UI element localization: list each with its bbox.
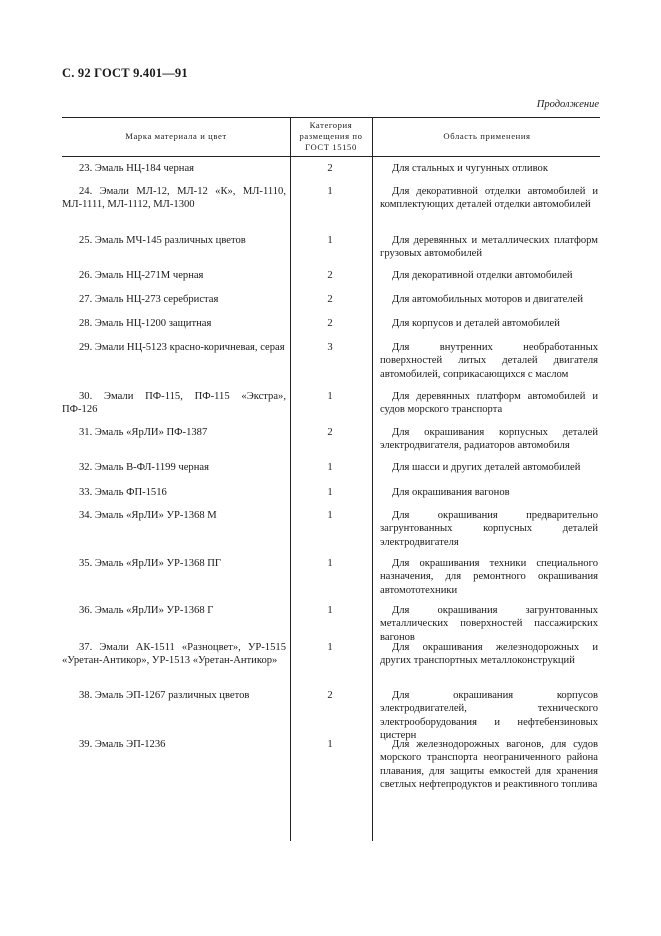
placement-category: 2 bbox=[327, 163, 333, 174]
material-name: 28. Эмаль НЦ-1200 защитная bbox=[79, 318, 212, 329]
material-name: 24. Эмали МЛ-12, МЛ-12 «К», МЛ-1110, МЛ-1111, МЛ-1112, МЛ-1300 bbox=[62, 186, 286, 211]
placement-category: 2 bbox=[327, 270, 333, 281]
placement-category: 1 bbox=[327, 487, 333, 498]
placement-category: 1 bbox=[327, 462, 333, 473]
application-area: Для окрашивания железнодорожных и других транспортных металлоконструкций bbox=[380, 642, 598, 667]
column-header-material: Марка материала и цвет bbox=[125, 131, 227, 141]
material-name: 34. Эмаль «ЯрЛИ» УР-1368 М bbox=[79, 510, 217, 521]
placement-category: 1 bbox=[327, 235, 333, 246]
material-name: 37. Эмали АК-1511 «Разноцвет», УР-1515 «Уретан-Антикор», УР-1513 «Уретан-Антикор» bbox=[62, 642, 286, 667]
application-area: Для окрашивания загрунтованных металлических поверхностей пассажирских вагонов bbox=[380, 605, 598, 643]
placement-category: 1 bbox=[327, 558, 333, 569]
material-name: 36. Эмаль «ЯрЛИ» УР-1368 Г bbox=[79, 605, 214, 616]
page-header: С. 92 ГОСТ 9.401—91 bbox=[62, 66, 188, 80]
column-divider-right bbox=[372, 117, 373, 841]
application-area: Для деревянных и металлических платформ грузовых автомобилей bbox=[380, 235, 598, 260]
placement-category: 1 bbox=[327, 510, 333, 521]
material-name: 26. Эмаль НЦ-271М черная bbox=[79, 270, 204, 281]
column-header-area: Область применения bbox=[443, 131, 531, 141]
placement-category: 1 bbox=[327, 739, 333, 750]
application-area: Для автомобильных моторов и двигателей bbox=[392, 294, 584, 305]
column-header-category: Категория размещения по ГОСТ 15150 bbox=[299, 120, 363, 152]
application-area: Для окрашивания вагонов bbox=[392, 487, 510, 498]
material-name: 32. Эмаль В-ФЛ-1199 черная bbox=[79, 462, 209, 473]
application-area: Для окрашивания корпусных деталей электродвигателя, радиаторов автомобиля bbox=[380, 427, 598, 452]
material-name: 23. Эмаль НЦ-184 черная bbox=[79, 163, 195, 174]
placement-category: 2 bbox=[327, 294, 333, 305]
placement-category: 1 bbox=[327, 642, 333, 653]
material-name: 31. Эмаль «ЯрЛИ» ПФ-1387 bbox=[79, 427, 208, 438]
material-name: 39. Эмаль ЭП-1236 bbox=[79, 739, 166, 750]
application-area: Для декоративной отделки автомобилей и комплектующих деталей отделки автомобилей bbox=[380, 186, 598, 211]
application-area: Для деревянных платформ автомобилей и судов морского транспорта bbox=[380, 391, 598, 416]
table-header-rule bbox=[62, 156, 600, 157]
material-name: 27. Эмаль НЦ-273 серебристая bbox=[79, 294, 219, 305]
material-name: 33. Эмаль ФП-1516 bbox=[79, 487, 167, 498]
placement-category: 2 bbox=[327, 427, 333, 438]
material-name: 30. Эмали ПФ-115, ПФ-115 «Экстра», ПФ-126 bbox=[62, 391, 286, 416]
placement-category: 1 bbox=[327, 186, 333, 197]
placement-category: 1 bbox=[327, 391, 333, 402]
application-area: Для железнодорожных вагонов, для судов морского транспорта неограниченного района плавания, для защиты емкостей для хранения светлых нефтепродуктов и реактивного топлива bbox=[380, 739, 598, 790]
application-area: Для внутренних необработанных поверхностей литых деталей двигателя автомобилей, соприкасающихся с маслом bbox=[380, 342, 598, 380]
placement-category: 3 bbox=[327, 342, 333, 353]
continuation-label: Продолжение bbox=[536, 99, 599, 110]
placement-category: 1 bbox=[327, 605, 333, 616]
placement-category: 2 bbox=[327, 690, 333, 701]
application-area: Для декоративной отделки автомобилей bbox=[392, 270, 573, 281]
material-name: 29. Эмали НЦ-5123 красно-коричневая, серая bbox=[79, 342, 285, 353]
application-area: Для шасси и других деталей автомобилей bbox=[392, 462, 581, 473]
application-area: Для окрашивания корпусов электродвигателей, технического электрооборудования и нефтебензиновых цистерн bbox=[380, 690, 598, 741]
table-top-rule bbox=[62, 117, 600, 118]
column-divider-left bbox=[290, 117, 291, 841]
application-area: Для стальных и чугунных отливок bbox=[392, 163, 548, 174]
application-area: Для окрашивания предварительно загрунтованных корпусных деталей электродвигателя bbox=[380, 510, 598, 548]
material-name: 25. Эмаль МЧ-145 различных цветов bbox=[79, 235, 246, 246]
application-area: Для окрашивания техники специального назначения, для ремонтного окрашивания автомототехники bbox=[380, 558, 598, 596]
application-area: Для корпусов и деталей автомобилей bbox=[392, 318, 560, 329]
placement-category: 2 bbox=[327, 318, 333, 329]
material-name: 38. Эмаль ЭП-1267 различных цветов bbox=[79, 690, 250, 701]
material-name: 35. Эмаль «ЯрЛИ» УР-1368 ПГ bbox=[79, 558, 222, 569]
